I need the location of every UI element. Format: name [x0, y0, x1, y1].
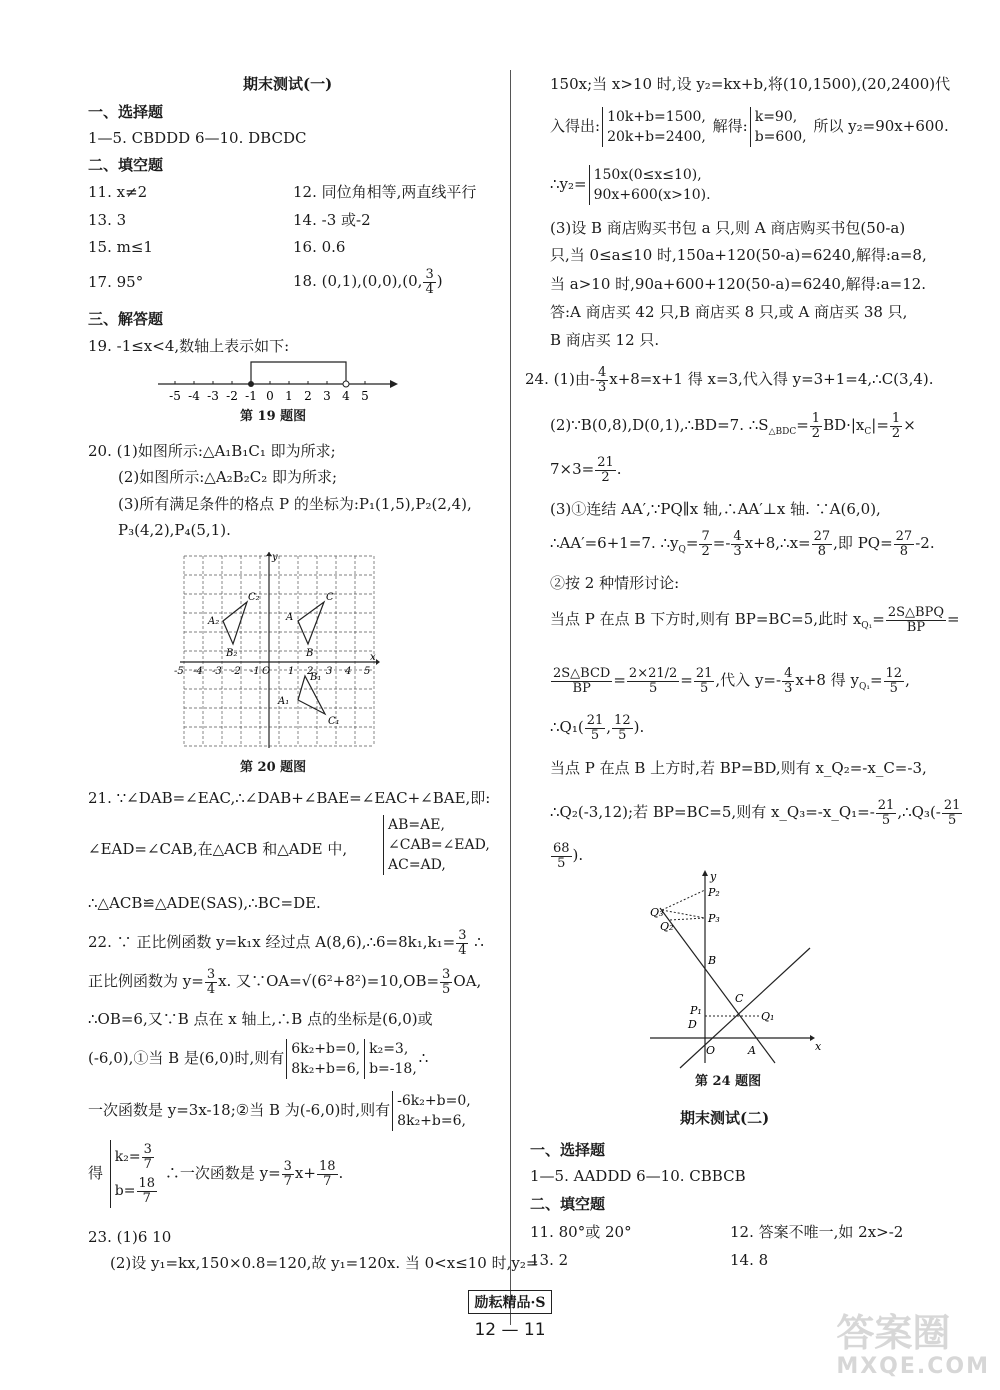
- q20-line2: (2)如图所示:△A₂B₂C₂ 即为所求;: [118, 468, 338, 486]
- q24-line7: 当点 P 在点 B 下方时,则有 BP=BC=5,此时 $x_{Q_1}=$ $\frac{\text{2S△BPQ}}{BP}$ =: [550, 604, 960, 635]
- r-line2: 入得出: 10k+b=1500, 20k+b=2400, 解得: k=90, b=600, 所以 y₂=90x+600.: [550, 109, 949, 145]
- graph-label-0: y: [710, 870, 717, 883]
- r-line1: 150x;当 x>10 时,设 y₂=kx+b,将(10,1500),(20,2400)代: [550, 75, 951, 93]
- q22-line1: 22. ∵ 正比例函数 y=k₁x 经过点 A(8,6),∴6=8k₁,k₁= $\frac{3}{4}$ ∴: [88, 927, 484, 958]
- grid-x-label: -1: [250, 666, 260, 677]
- tick-label-3: 3: [323, 389, 331, 403]
- graph-label-11: Q₂: [660, 920, 674, 933]
- grid-point-8: C₁: [328, 716, 340, 727]
- test2-fill-12: 12. 答案不唯一,如 2x>-2: [730, 1223, 904, 1241]
- grid-point-9: x: [370, 652, 376, 663]
- number-line: [158, 358, 398, 406]
- q24-line11: ∴Q₂(-3,12);若 BP=BC=5,则有 x_Q₃=-x_Q₁=- $\frac{21}{5}$ ,∴Q₃(- $\frac{21}{5}$: [550, 797, 961, 828]
- grid-figure: [174, 552, 380, 752]
- column-divider: [510, 70, 511, 1325]
- q20-line3: (3)所有满足条件的格点 P 的坐标为:P₁(1,5),P₂(2,4),: [118, 495, 472, 513]
- page-number: 12 — 11: [474, 1320, 546, 1340]
- graph-label-2: O: [706, 1044, 716, 1057]
- r-line7: 答:A 商店买 42 只,B 商店买 8 只,或 A 商店买 38 只,: [550, 303, 908, 321]
- tick-label--2: -2: [226, 389, 238, 403]
- graph-label-3: A: [748, 1044, 756, 1057]
- fill-17: 17. 95°: [88, 273, 144, 291]
- grid-x-label: O: [262, 666, 271, 677]
- graph-label-5: C: [735, 992, 744, 1005]
- graph-label-1: x: [815, 1040, 822, 1053]
- tick-label-5: 5: [361, 389, 369, 403]
- q21-line3: ∴△ACB≌△ADE(SAS),∴BC=DE.: [88, 894, 321, 912]
- grid-x-label: -5: [174, 666, 184, 677]
- q19-text: 19. -1≤x<4,数轴上表示如下:: [88, 337, 290, 355]
- q21-line2: ∠EAD=∠CAB,在△ACB 和△ADE 中,: [88, 840, 348, 858]
- q24-line8: $\frac{\text{2S△BCD}}{BP}$ = $\frac{2\times 21/2}{5}$ = $\frac{21}{5}$ ,代入 y=- $\frac{4}{3}$ x+8 得 $y_{Q_1}=$ $\frac{12}{5}$ ,: [553, 665, 910, 696]
- q24-line2: (2)∵B(0,8),D(0,1),∴BD=7. $\therefore S_{\triangle BDC}=$ $\frac{1}{2}$ $BD\cdot|x_C|=$ $\frac{1}{2}$ ×: [550, 410, 916, 441]
- fill-12: 12. 同位角相等,两直线平行: [293, 183, 477, 201]
- grid-point-3: A: [286, 612, 294, 623]
- tick-label-4: 4: [342, 389, 350, 403]
- section-choice: 一、选择题: [88, 103, 164, 121]
- q24-line9: ∴Q₁( $\frac{21}{5}$ , $\frac{12}{5}$ ).: [550, 712, 645, 743]
- q22-line3: ∴OB=6,又∵B 点在 x 轴上,∴B 点的坐标是(6,0)或: [88, 1010, 433, 1028]
- test1-title: 期末测试(一): [243, 75, 333, 93]
- q22-line5: 一次函数是 y=3x-18;②当 B 为(-6,0)时,则有 -6k₂+b=0, 8k₂+b=6,: [88, 1093, 471, 1129]
- grid-x-label: 4: [345, 666, 352, 677]
- choice-answers: 1—5. CBDDD 6—10. DBCDC: [88, 129, 307, 147]
- q24-line5: ∴AA′=6+1=7. $\therefore y_Q=$ $\frac{7}{2}$ =- $\frac{4}{3}$ x+8,∴x= $\frac{27}{8}$ ,即 PQ= $\frac{27}{8}$ -2.: [550, 528, 935, 559]
- q24-line1: 24. (1)由- $\frac{4}{3}$ x+8=x+1 得 x=3,代入得 y=3+1=4,∴C(3,4).: [525, 364, 934, 395]
- r-line3: ∴y₂= 150x(0≤x≤10), 90x+600(x>10).: [550, 167, 711, 203]
- q22-line4: (-6,0),①当 B 是(6,0)时,则有 6k₂+b=0, 8k₂+b=6, k₂=3, b=-18, ∴: [88, 1041, 429, 1077]
- q24-line12: $\frac{68}{5}$ ).: [553, 840, 584, 871]
- graph-label-12: Q₃: [650, 906, 664, 919]
- grid-x-label: -3: [212, 666, 222, 677]
- tick-label-1: 1: [285, 389, 293, 403]
- graph-label-6: D: [688, 1018, 697, 1031]
- test2-fill-14: 14. 8: [730, 1251, 769, 1269]
- test2-fill-11: 11. 80°或 20°: [530, 1223, 632, 1241]
- r-line6: 当 a>10 时,90a+600+120(50-a)=6240,解得:a=12.: [550, 275, 927, 293]
- fill-16: 16. 0.6: [293, 238, 346, 256]
- section-fill: 二、填空题: [88, 156, 164, 174]
- grid-x-label: 5: [364, 666, 371, 677]
- tick-label-0: 0: [266, 389, 274, 403]
- grid-point-4: B: [306, 648, 314, 659]
- fill-15: 15. m≤1: [88, 238, 153, 256]
- tick-label--3: -3: [207, 389, 219, 403]
- q21-system: AB=AE, ∠CAB=∠EAD, AC=AD,: [381, 815, 492, 875]
- graph-label-9: P₃: [708, 912, 720, 925]
- grid-x-label: -4: [193, 666, 203, 677]
- q20-line4: P₃(4,2),P₄(5,1).: [118, 521, 231, 539]
- q22-line2: 正比例函数为 y= $\frac{3}{4}$ x. 又∵OA=√(6²+8²)=10,OB= $\frac{3}{5}$ OA,: [88, 966, 482, 997]
- r-line4: (3)设 B 商店购买书包 a 只,则 A 商店购买书包(50-a): [550, 219, 906, 237]
- r-line5: 只,当 0≤a≤10 时,150a+120(50-a)=6240,解得:a=8,: [550, 246, 927, 264]
- watermark: 答案圈 MXQE.COM: [836, 1311, 990, 1379]
- test2-choice-answers: 1—5. AADDD 6—10. CBBCB: [530, 1167, 746, 1185]
- grid-x-label: 3: [326, 666, 333, 677]
- test2-section-fill: 二、填空题: [530, 1195, 606, 1213]
- grid-point-10: y: [272, 552, 278, 563]
- grid-point-2: C₂: [248, 592, 260, 603]
- graph-label-7: P₁: [690, 1004, 702, 1017]
- test2-fill-13: 13. 2: [530, 1251, 569, 1269]
- fill-14: 14. -3 或-2: [293, 211, 371, 229]
- grid-point-5: C: [326, 592, 334, 603]
- q23-line1: 23. (1)6 10: [88, 1228, 172, 1246]
- r-line8: B 商店买 12 只.: [550, 331, 660, 349]
- graph-24: [640, 868, 840, 1068]
- test2-section-choice: 一、选择题: [530, 1141, 606, 1159]
- q24-line3: 7×3= $\frac{21}{2}$ .: [550, 454, 622, 485]
- fill-18: 18. (0,1),(0,0),(0, $\frac{3}{4}$ ): [293, 266, 443, 297]
- grid-point-7: B₁: [310, 672, 322, 683]
- q22-line6: 得 k₂= $\frac{3}{7}$ b= $\frac{18}{7}$ ∴一次函数是 y= $\frac{3}{7}$ x+ $\frac{18}{7}$ .: [88, 1140, 343, 1208]
- caption-20: 第 20 题图: [240, 760, 307, 775]
- grid-point-1: B₂: [226, 648, 238, 659]
- q21-line1: 21. ∵∠DAB=∠EAC,∴∠DAB+∠BAE=∠EAC+∠BAE,即:: [88, 789, 491, 807]
- q24-line10: 当点 P 在点 B 上方时,若 BP=BD,则有 x_Q₂=-x_C=-3,: [550, 759, 927, 777]
- grid-x-label: 1: [288, 666, 295, 677]
- tick-label--5: -5: [169, 389, 181, 403]
- q23-line2: (2)设 y₁=kx,150×0.8=120,故 y₁=120x. 当 0<x≤10 时,y₂=: [110, 1254, 539, 1272]
- test2-title: 期末测试(二): [680, 1109, 770, 1127]
- q24-line4: (3)①连结 AA′,∵PQ∥x 轴,∴AA′⊥x 轴. ∵A(6,0),: [550, 500, 881, 518]
- graph-label-8: P₂: [708, 886, 720, 899]
- tick-label--1: -1: [245, 389, 257, 403]
- q20-line1: 20. (1)如图所示:△A₁B₁C₁ 即为所求;: [88, 442, 336, 460]
- caption-24: 第 24 题图: [695, 1074, 762, 1089]
- grid-point-6: A₁: [278, 696, 290, 707]
- tick-label-2: 2: [304, 389, 312, 403]
- caption-19: 第 19 题图: [240, 409, 307, 424]
- section-solve: 三、解答题: [88, 310, 164, 328]
- fill-13: 13. 3: [88, 211, 127, 229]
- fill-11: 11. x≠2: [88, 183, 148, 201]
- graph-label-10: Q₁: [761, 1010, 775, 1023]
- grid-x-label: -2: [231, 666, 241, 677]
- grid-x-label: 2: [307, 666, 314, 677]
- grid-point-0: A₂: [208, 616, 220, 627]
- tick-label--4: -4: [188, 389, 200, 403]
- q24-line6: ②按 2 种情形讨论:: [550, 574, 680, 592]
- footer-logo: 励耘精品·S: [468, 1290, 553, 1314]
- graph-label-4: B: [708, 954, 717, 967]
- page-footer: [440, 1290, 580, 1340]
